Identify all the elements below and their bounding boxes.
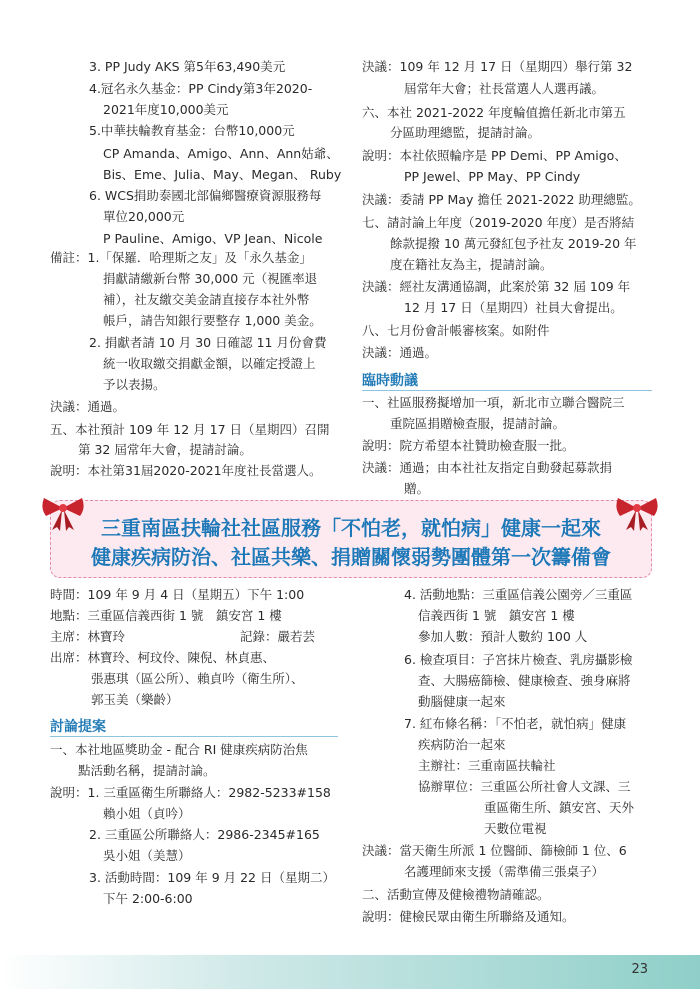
text-line: 賴小姐（貞吟） bbox=[103, 806, 191, 821]
text-line: 單位20,000元 bbox=[103, 209, 185, 224]
text-line: 2. 三重區公所聯絡人：2986-2345#165 bbox=[89, 827, 320, 842]
text-line: 說明：本社第31屆2020-2021年度社長當選人。 bbox=[50, 463, 322, 478]
text-line: 6. 檢查項目：子宮抹片檢查、乳房攝影檢 bbox=[404, 652, 633, 667]
ribbon-bow-icon bbox=[612, 494, 662, 532]
text-line: 七、請討論上年度（2019-2020 年度）是否將結 bbox=[362, 215, 635, 230]
text-line: 說明：1. 三重區衛生所聯絡人：2982-5233#158 bbox=[50, 785, 331, 800]
heading-rule bbox=[50, 736, 338, 737]
text-line: 度在籍社友為主，提請討論。 bbox=[390, 257, 553, 272]
text-line: P Pauline、Amigo、VP Jean、Nicole bbox=[103, 231, 323, 246]
text-line: 時間：109 年 9 月 4 日（星期五）下午 1:00 bbox=[50, 587, 305, 602]
text-line: 五、本社預計 109 年 12 月 17 日（星期四）召開 bbox=[50, 422, 330, 437]
text-line: 決議：通過；由本社社友指定自動發起募款捐 bbox=[362, 460, 613, 475]
text-line: 說明：院方希望本社贊助檢查服一批。 bbox=[362, 438, 575, 453]
text-line: 地點：三重區信義西街 1 號 鎮安宮 1 樓 bbox=[50, 608, 282, 623]
text-line: Bis、Eme、Julia、May、Megan、 Ruby bbox=[103, 167, 342, 182]
section-heading-discussion: 討論提案 bbox=[50, 719, 106, 735]
text-line: 決議：109 年 12 月 17 日（星期四）舉行第 32 bbox=[362, 59, 633, 74]
text-line: 疾病防治一起來 bbox=[418, 737, 506, 752]
text-line: CP Amanda、Amigo、Ann、Ann姑爺、 bbox=[103, 146, 339, 161]
text-line: 4.冠名永久基金：PP Cindy第3年2020- bbox=[89, 81, 313, 96]
text-line: 參加人數：預計人數約 100 人 bbox=[418, 629, 588, 644]
text-line: 名護理師來支援（需準備三張桌子） bbox=[404, 864, 605, 879]
record-keeper: 記錄：嚴若芸 bbox=[240, 629, 316, 644]
text-line: 主辦社：三重南區扶輪社 bbox=[418, 758, 556, 773]
text-line: 重區衛生所、鎮安宮、天外 bbox=[484, 800, 635, 815]
text-line: 重院區捐贈檢查服，提請討論。 bbox=[390, 416, 566, 431]
text-line: 第 32 屆常年大會，提請討論。 bbox=[78, 442, 252, 457]
text-line: 2. 捐獻者請 10 月 30 日確認 11 月份會費 bbox=[89, 335, 327, 350]
text-line: 一、本社地區獎助金 - 配合 RI 健康疾病防治焦 bbox=[50, 742, 308, 757]
text-line: 2021年度10,000美元 bbox=[103, 102, 229, 117]
text-line: 張惠琪（區公所）、賴貞吟（衛生所）、 bbox=[91, 671, 304, 686]
text-line: 5.中華扶輪教育基金：台幣10,000元 bbox=[89, 123, 295, 138]
text-line: 主席：林寶玲 bbox=[50, 629, 126, 644]
text-line: 予以表揚。 bbox=[103, 377, 166, 392]
text-line: 二、活動宣傳及健檢禮物請確認。 bbox=[362, 887, 550, 902]
text-line: 決議：委請 PP May 擔任 2021-2022 助理總監。 bbox=[362, 192, 641, 207]
event-title-banner bbox=[50, 500, 652, 578]
text-line: 7. 紅布條名稱：「不怕老，就怕病」健康 bbox=[404, 716, 627, 731]
text-line: 3. 活動時間：109 年 9 月 22 日（星期二） bbox=[89, 870, 335, 885]
text-line: 分區助理總監，提請討論。 bbox=[390, 125, 541, 140]
text-line: 說明：健檢民眾由衛生所聯絡及通知。 bbox=[362, 909, 575, 924]
banner-title-line-1: 三重南區扶輪社社區服務「不怕老，就怕病」健康一起來 bbox=[101, 516, 601, 540]
text-line: 決議：通過。 bbox=[50, 399, 126, 414]
text-line: 捐獻請繳新台幣 30,000 元（視匯率退 bbox=[103, 271, 318, 286]
text-line: 補），社友繳交美金請直接存本社外幣 bbox=[103, 292, 310, 307]
text-line: 贈。 bbox=[404, 481, 430, 496]
text-line: 決議：通過。 bbox=[362, 345, 438, 360]
text-line: 統一收取繳交捐獻金額，以確定授證上 bbox=[103, 356, 316, 371]
text-line: 帳戶，請告知銀行要整存 1,000 美金。 bbox=[103, 313, 322, 328]
text-line: 協辦單位：三重區公所社會人文課、三 bbox=[418, 779, 631, 794]
section-heading-provisional-motions: 臨時動議 bbox=[362, 373, 418, 389]
text-line: 3. PP Judy AKS 第5年63,490美元 bbox=[89, 59, 286, 74]
banner-title-line-2: 健康疾病防治、社區共樂、捐贈關懷弱勢團體第一次籌備會 bbox=[91, 545, 611, 569]
text-line: 一、社區服務擬增加一項，新北市立聯合醫院三 bbox=[362, 395, 625, 410]
text-line: 12 月 17 日（星期四）社員大會提出。 bbox=[404, 300, 623, 315]
text-line: 郭玉美（樂齡） bbox=[91, 692, 179, 707]
heading-rule bbox=[362, 390, 652, 391]
text-line: 信義西街 1 號 鎮安宮 1 樓 bbox=[418, 608, 575, 623]
text-line: PP Jewel、PP May、PP Cindy bbox=[404, 169, 581, 184]
text-line: 4. 活動地點：三重區信義公園旁／三重區 bbox=[404, 587, 633, 602]
text-line: 六、本社 2021-2022 年度輪值擔任新北市第五 bbox=[362, 105, 626, 120]
text-line: 八、七月份會計帳審核案。如附件 bbox=[362, 323, 550, 338]
text-line: 決議：當天衛生所派 1 位醫師、篩檢師 1 位、6 bbox=[362, 843, 627, 858]
text-line: 6. WCS捐助泰國北部偏鄉醫療資源服務每 bbox=[89, 188, 322, 203]
text-line: 吳小姐（美慧） bbox=[103, 848, 191, 863]
text-line: 下午 2:00-6:00 bbox=[103, 891, 193, 906]
text-line: 餘款提撥 10 萬元發紅包予社友 2019-20 年 bbox=[390, 236, 637, 251]
ribbon-bow-icon bbox=[38, 494, 88, 532]
page-footer-band bbox=[0, 955, 700, 989]
text-line: 備註：1.「保羅．哈理斯之友」及「永久基金」 bbox=[50, 250, 312, 265]
text-line: 屆常年大會；社長當選人人選再議。 bbox=[404, 81, 605, 96]
text-line: 天數位電視 bbox=[484, 821, 547, 836]
text-line: 查、大腸癌篩檢、健康檢查、強身麻將 bbox=[418, 673, 631, 688]
text-line: 出席：林寶玲、柯玟伶、陳倪、林貞惠、 bbox=[50, 650, 276, 665]
page-number: 23 bbox=[631, 962, 648, 977]
text-line: 點活動名稱，提請討論。 bbox=[78, 763, 216, 778]
text-line: 動腦健康一起來 bbox=[418, 694, 506, 709]
text-line: 決議：經社友溝通協調，此案於第 32 屆 109 年 bbox=[362, 279, 631, 294]
text-line: 說明：本社依照輪序是 PP Demi、PP Amigo、 bbox=[362, 148, 627, 163]
